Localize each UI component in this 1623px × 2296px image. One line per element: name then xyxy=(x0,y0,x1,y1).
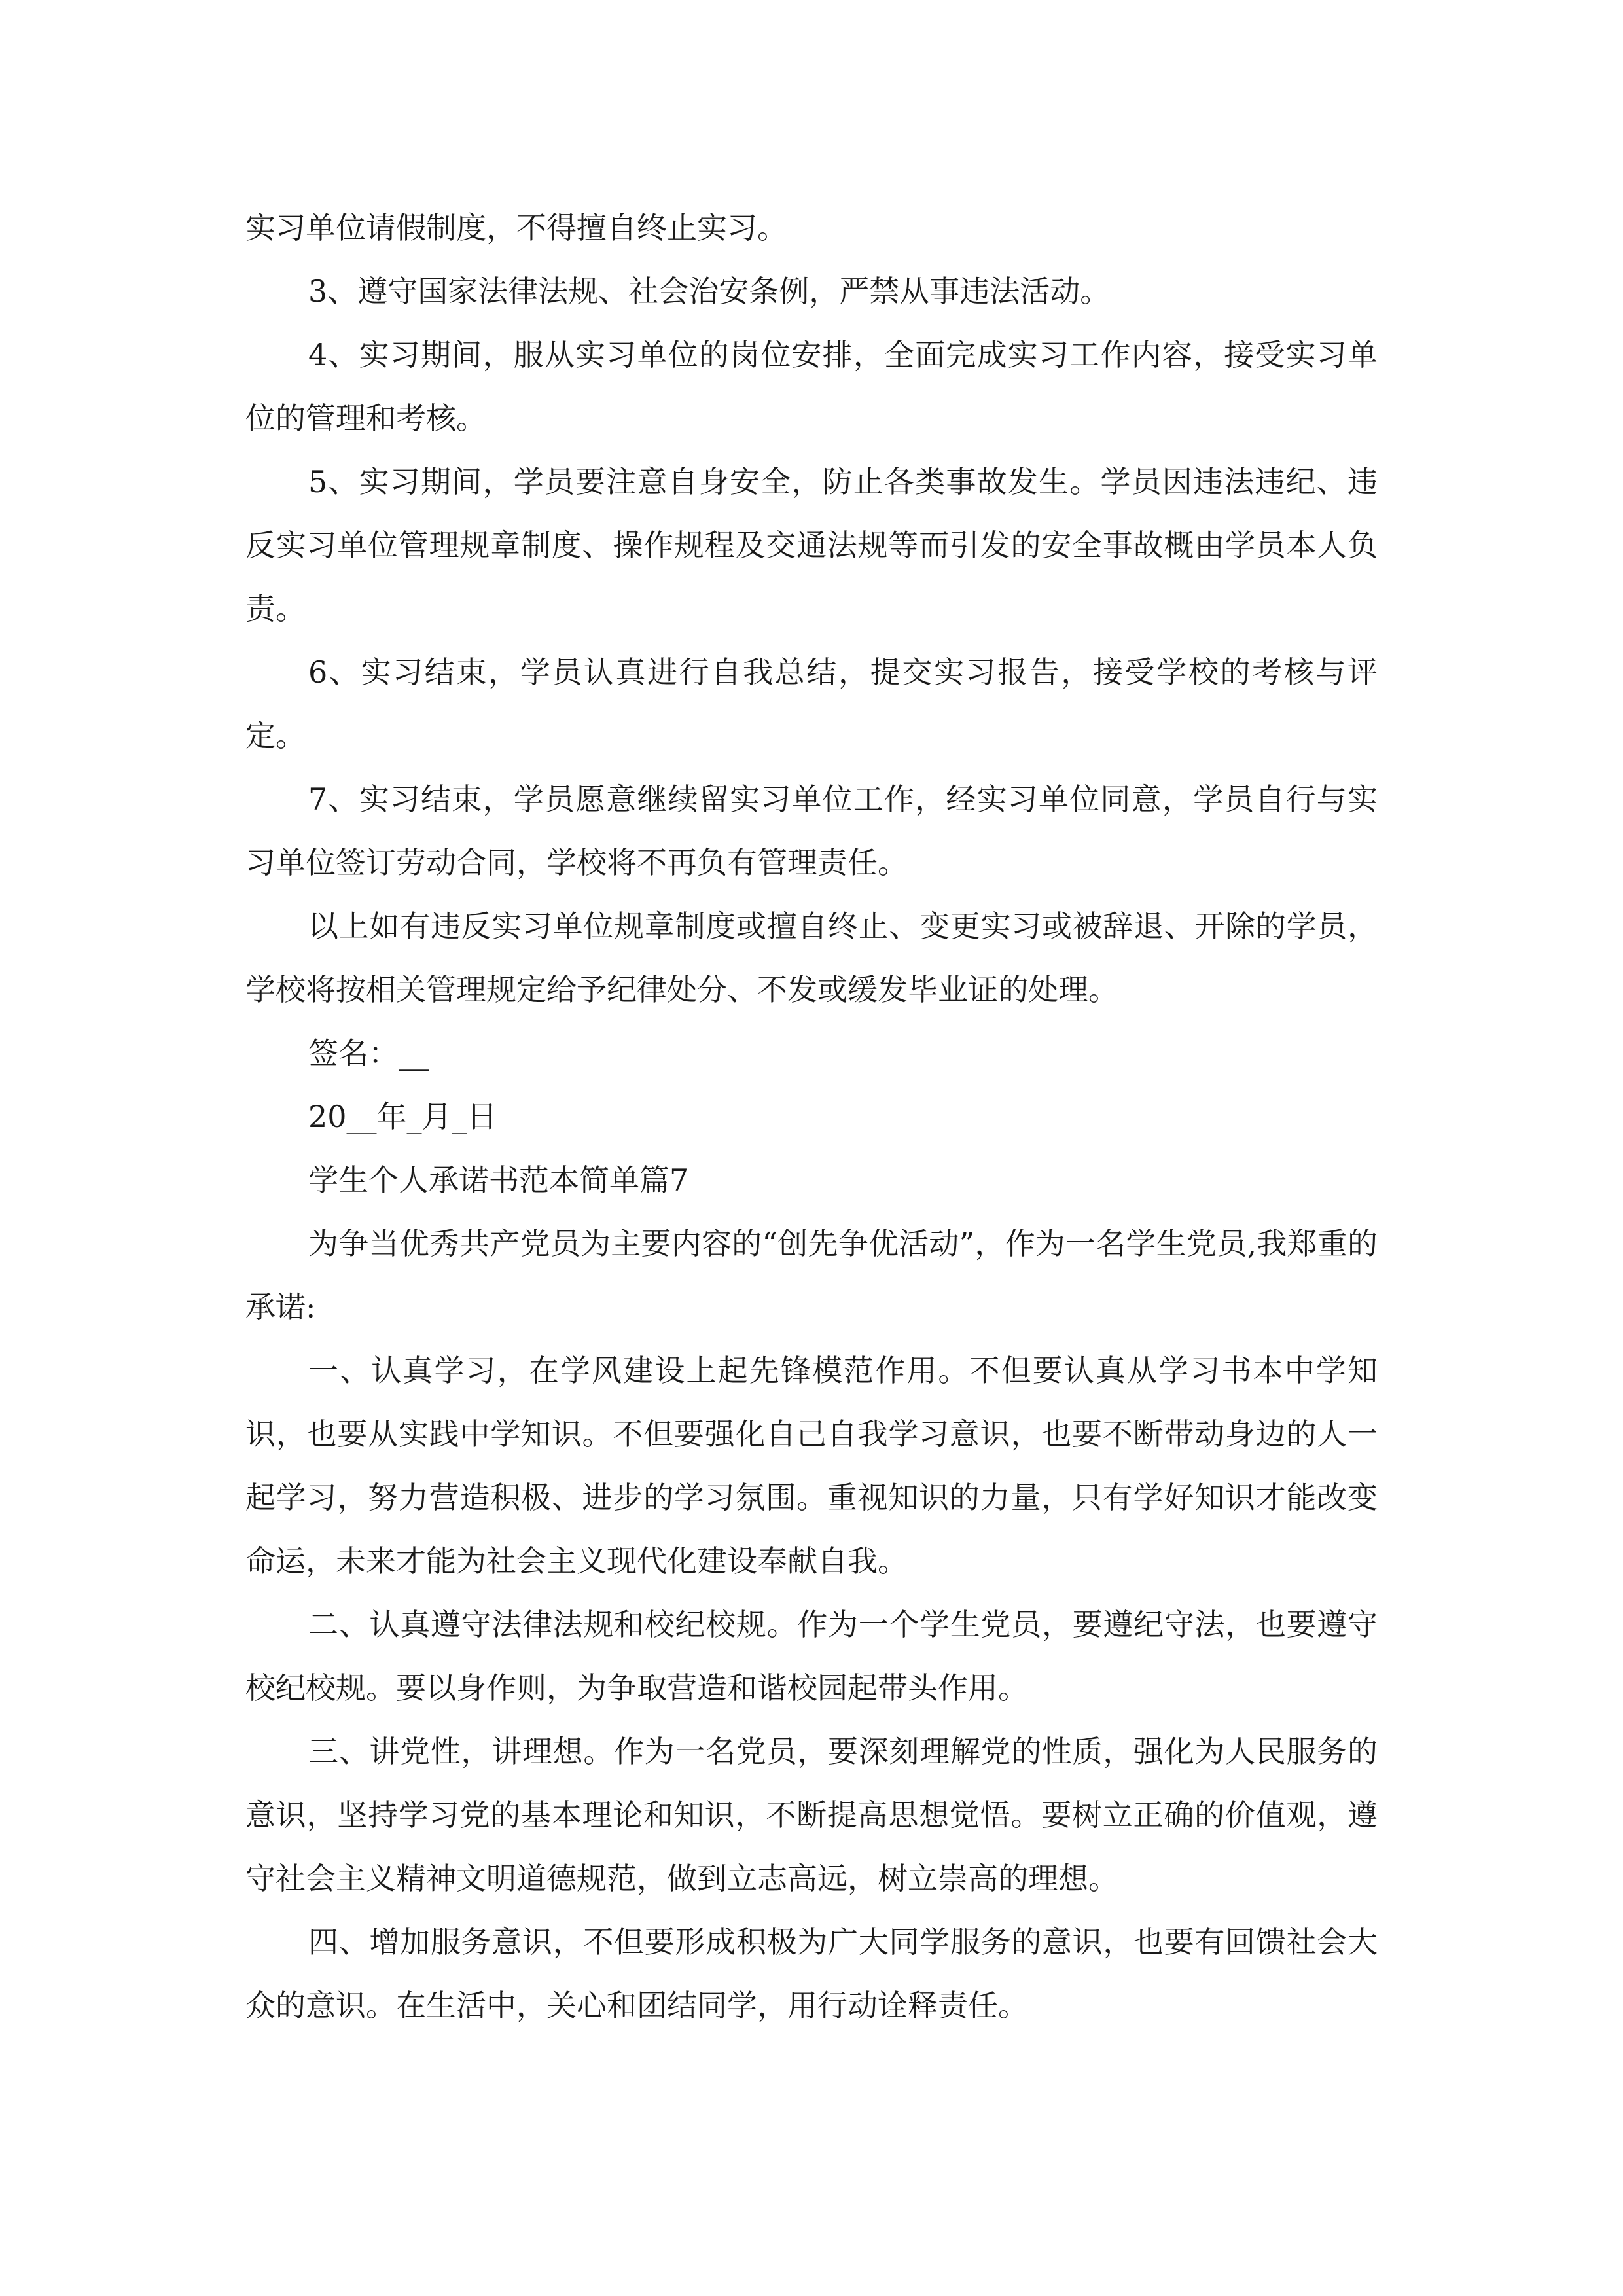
paragraph-item-3: 3、遵守国家法律法规、社会治安条例，严禁从事违法活动。 xyxy=(308,274,1111,309)
paragraph-summary: 以上如有违反实习单位规章制度或擅自终止、变更实习或被辞退、开除的学员，学校将按相关管理规定给予纪律处分、不发或缓发毕业证的处理。 xyxy=(245,908,1378,1007)
paragraph-item-4: 4、实习期间，服从实习单位的岗位安排，全面完成实习工作内容，接受实习单位的管理和考核。 xyxy=(245,337,1378,436)
paragraph-commitment-3: 三、讲党性，讲理想。作为一名党员，要深刻理解党的性质，强化为人民服务的意识，坚持学习党的基本理论和知识，不断提高思想觉悟。要树立正确的价值观，遵守社会主义精神文明道德规范，做到立志高远，树立崇高的理想。 xyxy=(245,1734,1378,1896)
paragraph-commitment-1: 一、认真学习，在学风建设上起先锋模范作用。不但要认真从学习书本中学知识，也要从实践中学知识。不但要强化自己自我学习意识，也要不断带动身边的人一起学习，努力营造积极、进步的学习氛围。重视知识的力量，只有学好知识才能改变命运，未来才能为社会主义现代化建设奉献自我。 xyxy=(245,1353,1378,1579)
section-title: 学生个人承诺书范本简单篇7 xyxy=(308,1162,689,1198)
paragraph-commitment-4: 四、增加服务意识，不但要形成积极为广大同学服务的意识，也要有回馈社会大众的意识。在生活中，关心和团结同学，用行动诠释责任。 xyxy=(245,1924,1378,2023)
paragraph-item-6: 6、实习结束，学员认真进行自我总结，提交实习报告，接受学校的考核与评定。 xyxy=(245,655,1378,753)
signature-line: 签名：__ xyxy=(308,1035,429,1071)
paragraph-commitment-2: 二、认真遵守法律法规和校纪校规。作为一个学生党员，要遵纪守法，也要遵守校纪校规。要以身作则，为争取营造和谐校园起带头作用。 xyxy=(245,1607,1378,1706)
date-line: 20__年_月_日 xyxy=(308,1099,497,1134)
document-page xyxy=(245,196,1378,2037)
paragraph-item-5: 5、实习期间，学员要注意自身安全，防止各类事故发生。学员因违法违纪、违反实习单位管理规章制度、操作规程及交通法规等而引发的安全事故概由学员本人负责。 xyxy=(245,464,1378,626)
paragraph-intro: 为争当优秀共产党员为主要内容的“创先争优活动”，作为一名学生党员,我郑重的承诺: xyxy=(245,1226,1378,1325)
paragraph-item-7: 7、实习结束，学员愿意继续留实习单位工作，经实习单位同意，学员自行与实习单位签订劳动合同，学校将不再负有管理责任。 xyxy=(245,781,1378,880)
paragraph-continuation: 实习单位请假制度，不得擅自终止实习。 xyxy=(245,210,787,245)
